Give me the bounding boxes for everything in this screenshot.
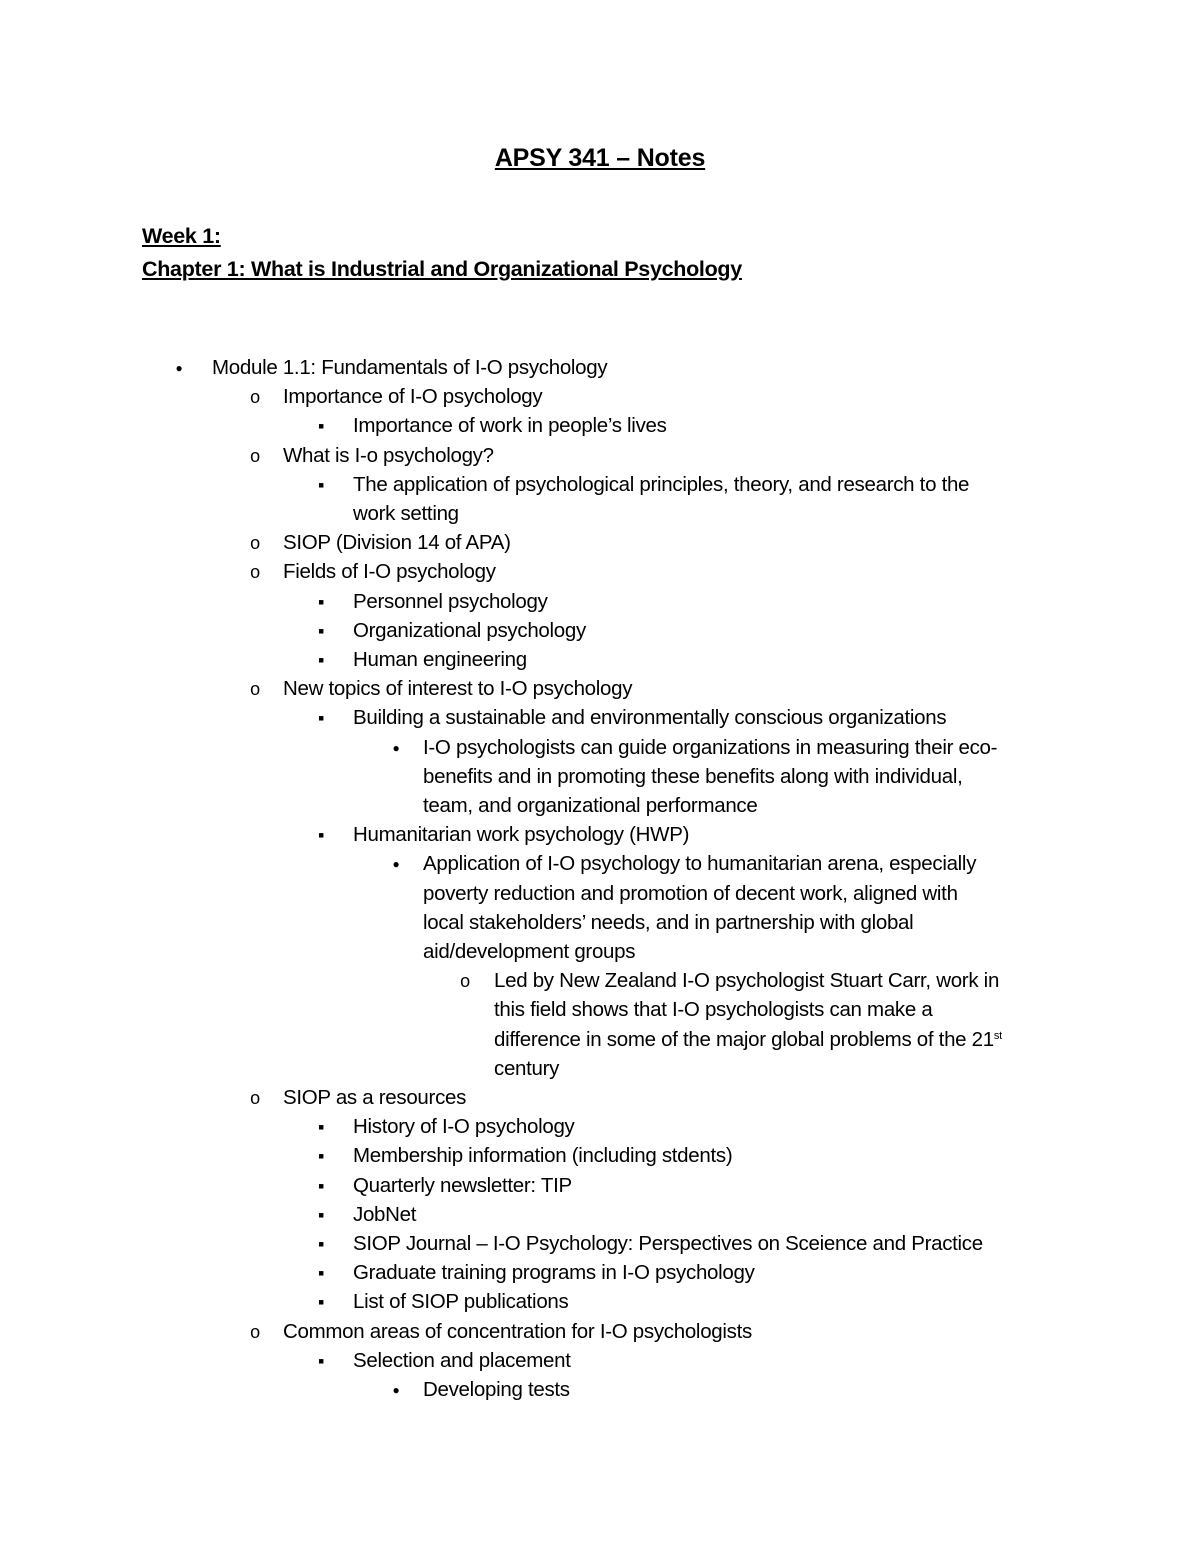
outline-line-level-4: Developing tests	[423, 1378, 570, 1401]
outline-line-level-3: Organizational psychology	[353, 619, 586, 642]
circle-marker	[245, 442, 265, 470]
outline-line-level-4: I-O psychologists can guide organizations in measuring their eco-	[423, 736, 998, 759]
square-marker	[311, 1142, 331, 1170]
outline-line-level-5: this field shows that I-O psychologists can make a	[494, 998, 933, 1021]
square-marker	[311, 1172, 331, 1200]
outline-line-level-3: Quarterly newsletter: TIP	[353, 1174, 572, 1197]
outline-line-level-4: benefits and in promoting these benefits along with individual,	[423, 765, 963, 788]
square-marker	[311, 1259, 331, 1287]
outline-line-level-3: List of SIOP publications	[353, 1290, 569, 1313]
outline-line-level-3: Selection and placement	[353, 1349, 571, 1372]
outline-line-level-3: The application of psychological principles, theory, and research to the	[353, 473, 970, 496]
outline-line-level-4: poverty reduction and promotion of decent work, aligned with	[423, 882, 958, 905]
chapter-heading: Chapter 1: What is Industrial and Organizational Psychology	[142, 257, 742, 281]
outline-line-level-4: local stakeholders’ needs, and in partnership with global	[423, 911, 914, 934]
bullet-marker	[386, 734, 406, 764]
square-marker	[311, 646, 331, 674]
page-title: APSY 341 – Notes	[494, 144, 706, 172]
outline-line-level-3: Graduate training programs in I-O psychology	[353, 1261, 755, 1284]
square-marker	[311, 821, 331, 849]
outline-line-level-2: SIOP as a resources	[283, 1086, 467, 1109]
circle-marker	[245, 1318, 265, 1346]
circle-marker	[455, 967, 475, 995]
outline-line-level-4: aid/development groups	[423, 940, 636, 963]
square-marker	[311, 617, 331, 645]
outline-line-level-3: work setting	[353, 502, 459, 525]
outline-line-level-2: Common areas of concentration for I-O psychologists	[283, 1320, 752, 1343]
square-marker	[311, 471, 331, 499]
outline-line-level-5: difference in some of the major global problems of the 21st	[494, 1028, 1002, 1051]
circle-marker	[245, 383, 265, 411]
circle-marker	[245, 558, 265, 586]
outline-line-level-5: Led by New Zealand I-O psychologist Stuart Carr, work in	[494, 969, 1000, 992]
superscript: st	[993, 1030, 1002, 1042]
outline-line-level-3: Importance of work in people’s lives	[353, 414, 667, 437]
circle-marker	[245, 675, 265, 703]
outline-line-level-3: Personnel psychology	[353, 590, 548, 613]
outline-line-level-3: Membership information (including stdents)	[353, 1144, 733, 1167]
outline-line-level-2: New topics of interest to I-O psychology	[283, 677, 633, 700]
outline-line-level-5: century	[494, 1057, 560, 1080]
outline-line-level-3: Humanitarian work psychology (HWP)	[353, 823, 690, 846]
circle-marker	[245, 529, 265, 557]
outline-line-level-2: SIOP (Division 14 of APA)	[283, 531, 511, 554]
bullet-marker	[386, 1376, 406, 1406]
bullet-marker	[386, 850, 406, 880]
outline-line-level-2: Fields of I-O psychology	[283, 560, 496, 583]
square-marker	[311, 412, 331, 440]
outline-line-level-4: Application of I-O psychology to humanitarian arena, especially	[423, 852, 977, 875]
square-marker	[311, 1201, 331, 1229]
outline-line-level-3: SIOP Journal – I-O Psychology: Perspectives on Sceience and Practice	[353, 1232, 983, 1255]
square-marker	[311, 1230, 331, 1258]
square-marker	[311, 704, 331, 732]
outline-line-level-3: Building a sustainable and environmentally conscious organizations	[353, 706, 947, 729]
bullet-marker	[169, 354, 189, 384]
outline-line-level-2: Importance of I-O psychology	[283, 385, 543, 408]
square-marker	[311, 588, 331, 616]
outline-line-level-1: Module 1.1: Fundamentals of I-O psychology	[212, 356, 608, 379]
outline-line-level-2: What is I-o psychology?	[283, 444, 494, 467]
square-marker	[311, 1113, 331, 1141]
outline-line-level-4: team, and organizational performance	[423, 794, 758, 817]
outline-line-level-3: Human engineering	[353, 648, 527, 671]
outline-line-level-3: History of I-O psychology	[353, 1115, 575, 1138]
outline-line-level-3: JobNet	[353, 1203, 417, 1226]
square-marker	[311, 1288, 331, 1316]
circle-marker	[245, 1084, 265, 1112]
week-heading: Week 1:	[142, 224, 221, 248]
square-marker	[311, 1347, 331, 1375]
